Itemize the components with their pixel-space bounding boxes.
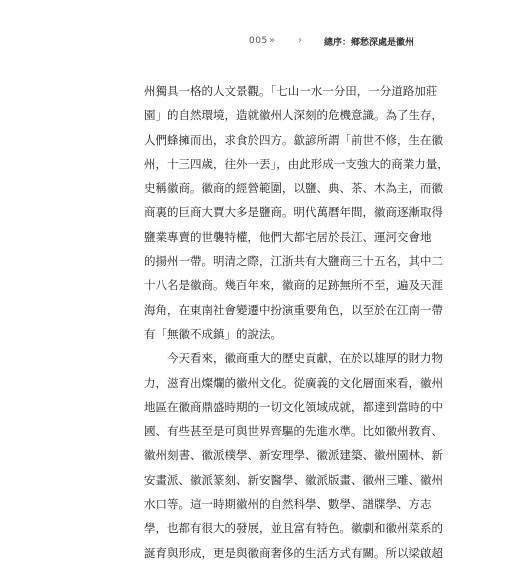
text-line: 人們蜂擁而出，求食於四方。歙諺所謂「前世不修，生在徽 [144, 132, 443, 147]
text-line: 鹽業專賣的世襲特權，他們大都宅居於長江、運河交會地 [144, 229, 432, 244]
page-number: 005 [249, 36, 268, 46]
text-line: 誕育與形成，更是與徽商奢侈的生活方式有關。所以梁啟超 [144, 545, 443, 560]
body-text [144, 79, 449, 565]
text-line: 的揚州一帶。明清之際，江浙共有大鹽商三十五名，其中二 [144, 254, 443, 269]
text-line: 徽州刻書、徽派樸學、新安理學、徽派建築、徽州園林、新 [144, 448, 443, 463]
text-line: 有「無徽不成鎮」的說法。 [144, 326, 282, 341]
paragraph [144, 346, 443, 565]
text-line: 史稱徽商。徽商的經營範圍，以鹽、典、茶、木為主，而徽 [144, 181, 443, 196]
double-chevron-right-icon[interactable]: » [269, 35, 276, 46]
text-line: 國、有些甚至是可與世界齊驅的先進水準。比如徽州教育、 [144, 424, 443, 439]
text-line: 今天看來，徽商重大的歷史貢獻，在於以雄厚的財力物 [167, 351, 443, 366]
text-line: 州，十三四歲，往外一丟」，由此形成一支強大的商業力量， [144, 156, 449, 171]
text-line: 安畫派、徽派篆刻、新安醫學、徽派版畫、徽州三雕、徽州 [144, 472, 443, 487]
paragraph [144, 79, 449, 346]
page-header [0, 34, 520, 50]
text-line: 力，滋育出燦爛的徽州文化。從廣義的文化層面來看，徽州 [144, 375, 443, 390]
text-line: 園」的自然環境，造就徽州人深刻的危機意識。為了生存， [144, 108, 443, 123]
text-line: 十八名是徽商。幾百年來，徽商的足跡無所不至，遍及天涯 [144, 278, 443, 293]
running-head-title: 總序：鄉愁深處是徽州 [324, 38, 415, 48]
text-line: 水口等。這一時期徽州的自然科學、數學、譜牒學、方志 [144, 497, 432, 512]
text-line: 地區在徽商鼎盛時期的一切文化領域成就，都達到當時的中 [144, 399, 443, 414]
text-line: 海角，在東南社會變遷中扮演重要角色，以至於在江南一帶 [144, 302, 443, 317]
text-line: 州獨具一格的人文景觀。「七山一水一分田，一分道路加莊 [144, 84, 438, 98]
text-line: 商裏的巨商大賈大多是鹽商。明代萬曆年間，徽商逐漸取得 [144, 205, 443, 220]
text-line: 學，也都有很大的發展，並且富有特色。徽劇和徽州菜系的 [144, 521, 443, 536]
chevron-right-icon[interactable]: › [298, 35, 302, 46]
